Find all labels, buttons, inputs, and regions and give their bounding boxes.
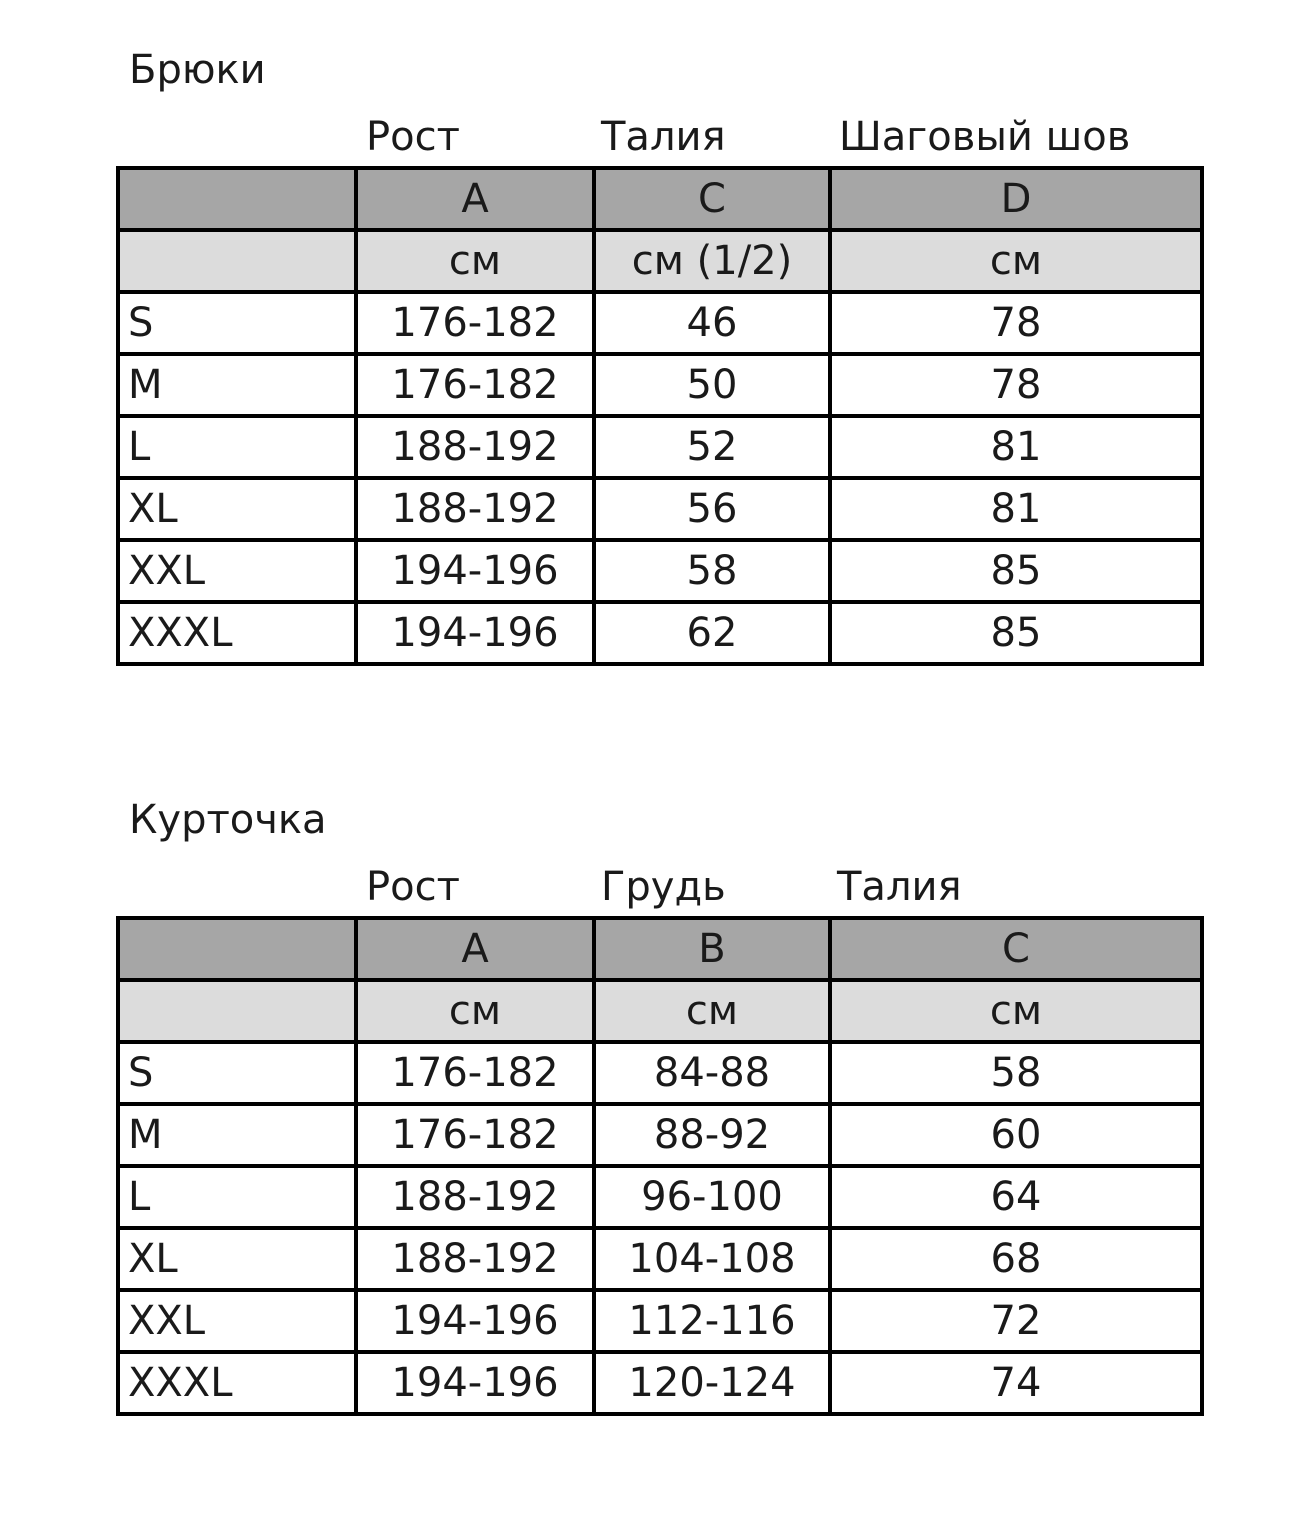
inseam-value: 78 <box>830 354 1202 416</box>
height-value: 188-192 <box>356 1166 594 1228</box>
jacket-title: Курточка <box>129 797 327 843</box>
pants-unit-row <box>118 230 1202 292</box>
height-value: 194-196 <box>356 602 594 664</box>
pants-letter-row <box>118 168 1202 230</box>
size-label: XL <box>118 1228 356 1290</box>
height-value: 194-196 <box>356 1352 594 1414</box>
jacket-unit-b: см <box>594 980 830 1042</box>
waist-value: 64 <box>830 1166 1202 1228</box>
pants-heading-height: Рост <box>366 114 460 160</box>
jacket-letter-empty <box>118 918 356 980</box>
inseam-value: 78 <box>830 292 1202 354</box>
pants-unit-empty <box>118 230 356 292</box>
chest-value: 104-108 <box>594 1228 830 1290</box>
waist-value: 58 <box>594 540 830 602</box>
waist-value: 50 <box>594 354 830 416</box>
size-label: M <box>118 354 356 416</box>
waist-value: 56 <box>594 478 830 540</box>
size-label: S <box>118 1042 356 1104</box>
jacket-unit-a: см <box>356 980 594 1042</box>
inseam-value: 85 <box>830 540 1202 602</box>
waist-value: 72 <box>830 1290 1202 1352</box>
table-row <box>118 1166 1202 1228</box>
size-label: XXXL <box>118 602 356 664</box>
size-label: XL <box>118 478 356 540</box>
height-value: 188-192 <box>356 478 594 540</box>
pants-unit-a: см <box>356 230 594 292</box>
height-value: 176-182 <box>356 1104 594 1166</box>
height-value: 176-182 <box>356 1042 594 1104</box>
inseam-value: 81 <box>830 416 1202 478</box>
inseam-value: 81 <box>830 478 1202 540</box>
table-row <box>118 602 1202 664</box>
jacket-size-table <box>116 916 1204 1416</box>
inseam-value: 85 <box>830 602 1202 664</box>
pants-letter-d: D <box>830 168 1202 230</box>
jacket-heading-chest: Грудь <box>601 864 726 910</box>
size-label: L <box>118 416 356 478</box>
jacket-heading-height: Рост <box>366 864 460 910</box>
pants-size-table <box>116 166 1204 666</box>
jacket-letter-a: A <box>356 918 594 980</box>
waist-value: 46 <box>594 292 830 354</box>
chest-value: 88-92 <box>594 1104 830 1166</box>
chest-value: 120-124 <box>594 1352 830 1414</box>
height-value: 188-192 <box>356 1228 594 1290</box>
table-row <box>118 1228 1202 1290</box>
jacket-unit-empty <box>118 980 356 1042</box>
height-value: 194-196 <box>356 540 594 602</box>
height-value: 188-192 <box>356 416 594 478</box>
table-row <box>118 1290 1202 1352</box>
pants-title: Брюки <box>129 47 266 93</box>
table-row <box>118 478 1202 540</box>
jacket-letter-row <box>118 918 1202 980</box>
table-row <box>118 1104 1202 1166</box>
waist-value: 52 <box>594 416 830 478</box>
pants-letter-a: A <box>356 168 594 230</box>
pants-letter-empty <box>118 168 356 230</box>
pants-heading-waist: Талия <box>601 114 726 160</box>
jacket-letter-b: B <box>594 918 830 980</box>
size-label: S <box>118 292 356 354</box>
size-label: M <box>118 1104 356 1166</box>
table-row <box>118 1352 1202 1414</box>
table-row <box>118 354 1202 416</box>
chest-value: 96-100 <box>594 1166 830 1228</box>
pants-heading-inseam: Шаговый шов <box>839 114 1131 160</box>
waist-value: 58 <box>830 1042 1202 1104</box>
size-label: XXXL <box>118 1352 356 1414</box>
height-value: 176-182 <box>356 354 594 416</box>
height-value: 194-196 <box>356 1290 594 1352</box>
jacket-heading-waist: Талия <box>837 864 962 910</box>
waist-value: 74 <box>830 1352 1202 1414</box>
table-row <box>118 292 1202 354</box>
size-label: XXL <box>118 540 356 602</box>
pants-unit-c: см (1/2) <box>594 230 830 292</box>
chest-value: 112-116 <box>594 1290 830 1352</box>
table-row <box>118 416 1202 478</box>
waist-value: 60 <box>830 1104 1202 1166</box>
jacket-letter-c: C <box>830 918 1202 980</box>
jacket-unit-row <box>118 980 1202 1042</box>
height-value: 176-182 <box>356 292 594 354</box>
waist-value: 68 <box>830 1228 1202 1290</box>
size-label: XXL <box>118 1290 356 1352</box>
pants-unit-d: см <box>830 230 1202 292</box>
table-row <box>118 540 1202 602</box>
pants-letter-c: C <box>594 168 830 230</box>
table-row <box>118 1042 1202 1104</box>
chest-value: 84-88 <box>594 1042 830 1104</box>
jacket-unit-c: см <box>830 980 1202 1042</box>
size-label: L <box>118 1166 356 1228</box>
waist-value: 62 <box>594 602 830 664</box>
